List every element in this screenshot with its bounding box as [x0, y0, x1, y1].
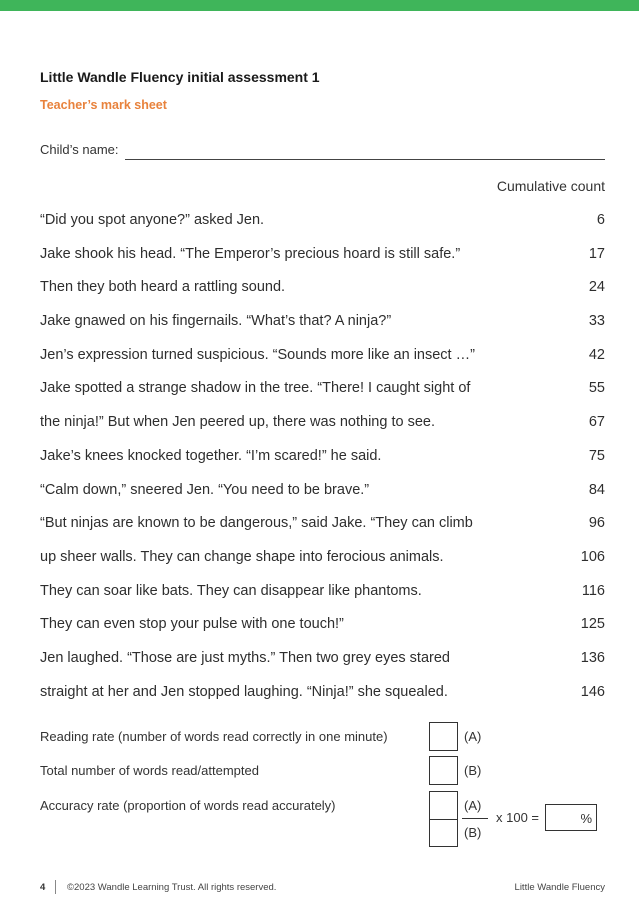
child-name-field[interactable] [125, 159, 605, 160]
reading-rate-box[interactable] [429, 722, 458, 751]
passage-line [40, 271, 605, 305]
line-count: 67 [588, 414, 605, 431]
child-name-row [40, 142, 605, 162]
fraction-bar [462, 818, 488, 819]
line-count: 24 [588, 279, 605, 296]
top-accent-bar [0, 0, 639, 11]
multiplier-text: x 100 = [496, 810, 540, 825]
line-text: Jake spotted a strange shadow in the tree. “There! I caught sight of [40, 380, 471, 397]
page-title: Little Wandle Fluency initial assessment 1 [40, 69, 320, 85]
accuracy-numerator-tag: (A) [464, 798, 482, 813]
line-count: 84 [588, 481, 605, 498]
line-count: 136 [580, 649, 605, 666]
line-count: 75 [588, 447, 605, 464]
line-text: They can even stop your pulse with one touch!” [40, 616, 344, 633]
passage-line [40, 575, 605, 609]
passage-line [40, 406, 605, 440]
cumulative-count-header: Cumulative count [496, 178, 605, 194]
line-text: up sheer walls. They can change shape into ferocious animals. [40, 548, 444, 565]
passage-line [40, 507, 605, 541]
accuracy-percent-box[interactable] [545, 804, 597, 831]
line-count: 17 [588, 245, 605, 262]
line-text: “Did you spot anyone?” asked Jen. [40, 212, 265, 228]
line-text: They can soar like bats. They can disappear like phantoms. [40, 582, 422, 599]
accuracy-label: Accuracy rate (proportion of words read accurately) [40, 798, 336, 813]
passage-line [40, 305, 605, 339]
line-text: Jen laughed. “Those are just myths.” Then two grey eyes stared [40, 649, 450, 666]
line-text: Then they both heard a rattling sound. [40, 279, 286, 296]
line-count: 33 [588, 313, 605, 330]
passage-line [40, 474, 605, 508]
total-words-label: Total number of words read/attempted [40, 763, 259, 778]
line-count: 55 [588, 380, 605, 397]
percent-sign: % [580, 811, 592, 826]
line-count: 6 [596, 212, 605, 228]
line-text: “But ninjas are known to be dangerous,” said Jake. “They can climb [40, 515, 473, 532]
passage-line [40, 642, 605, 676]
line-count: 106 [580, 548, 605, 565]
line-count: 125 [580, 616, 605, 633]
line-text: “Calm down,” sneered Jen. “You need to be brave.” [40, 481, 370, 498]
accuracy-box-divider [429, 819, 458, 820]
copyright-text: ©2023 Wandle Learning Trust. All rights reserved. [67, 882, 277, 893]
line-text: Jake gnawed on his fingernails. “What’s that? A ninja?” [40, 313, 392, 330]
child-name-label: Child’s name: [40, 142, 119, 157]
passage-line [40, 339, 605, 373]
footer-brand: Little Wandle Fluency [514, 882, 605, 893]
line-text: the ninja!” But when Jen peered up, there was nothing to see. [40, 414, 435, 431]
reading-rate-label: Reading rate (number of words read correctly in one minute) [40, 729, 388, 744]
line-text: Jen’s expression turned suspicious. “Sounds more like an insect …” [40, 346, 475, 363]
line-count: 42 [588, 346, 605, 363]
accuracy-denominator-tag: (B) [464, 825, 482, 840]
line-count: 116 [581, 582, 605, 599]
page-number: 4 [40, 882, 46, 893]
line-text: Jake’s knees knocked together. “I’m scared!” he said. [40, 447, 382, 464]
passage-lines [40, 204, 605, 709]
reading-rate-tag: (A) [464, 729, 482, 744]
footer-divider [55, 880, 56, 894]
line-count: 146 [580, 683, 605, 700]
total-words-box[interactable] [429, 756, 458, 785]
passage-line [40, 204, 605, 238]
passage-line [40, 372, 605, 406]
passage-line [40, 440, 605, 474]
line-text: Jake shook his head. “The Emperor’s precious hoard is still safe.” [40, 245, 461, 262]
line-text: straight at her and Jen stopped laughing. “Ninja!” she squealed. [40, 683, 448, 700]
passage-line [40, 541, 605, 575]
line-count: 96 [588, 515, 605, 532]
page-subtitle: Teacher’s mark sheet [40, 98, 167, 112]
passage-line [40, 238, 605, 272]
passage-line [40, 608, 605, 642]
total-words-tag: (B) [464, 763, 482, 778]
passage-line [40, 676, 605, 710]
